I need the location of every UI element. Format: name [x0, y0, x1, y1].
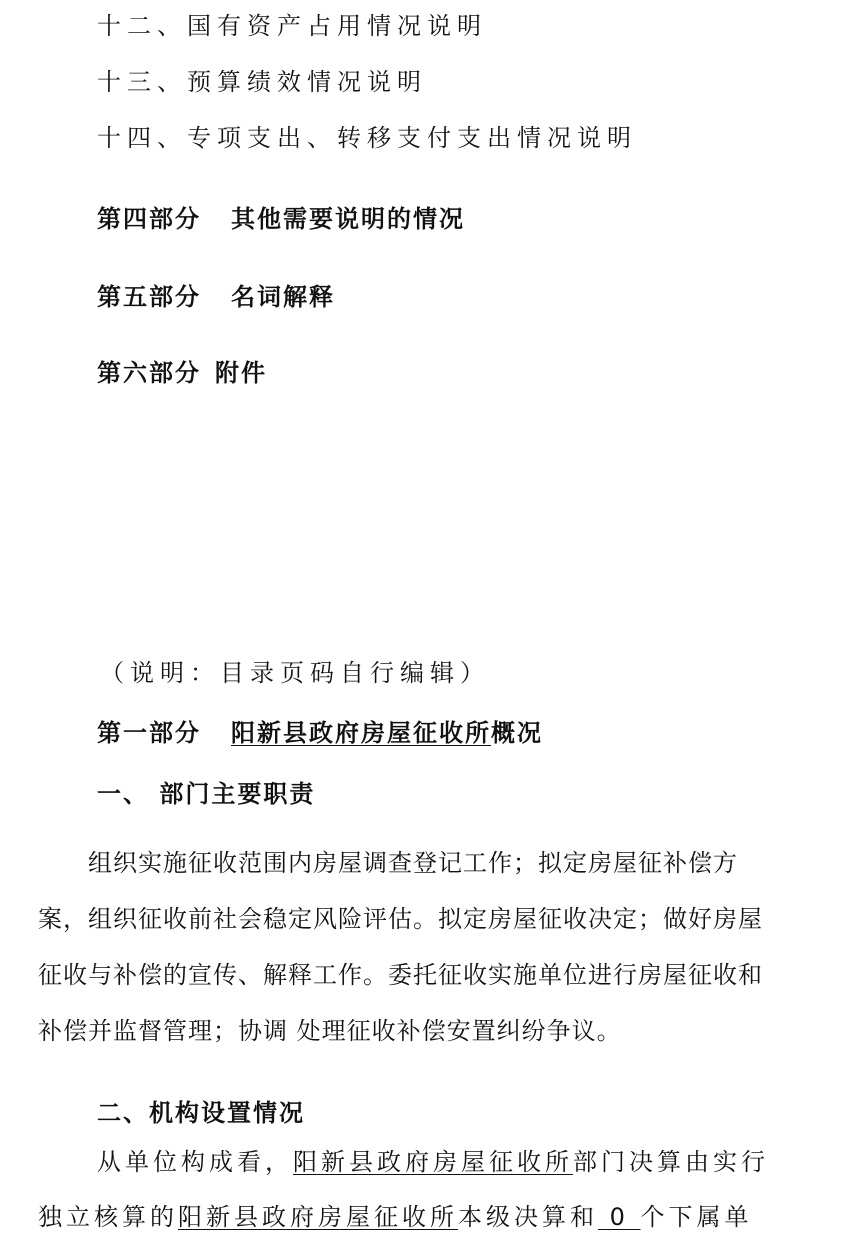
toc-part-label: 第四部分 [97, 205, 201, 233]
toc-part-title: 名词解释 [231, 283, 335, 311]
line-prefix: 独立核算的 [38, 1203, 178, 1231]
toc-part-title: 其他需要说明的情况 [231, 205, 465, 233]
toc-part-5 [97, 277, 335, 312]
line-prefix: 从单位构成看， [97, 1148, 293, 1176]
unit-name: 阳新县政府房屋征收所 [178, 1203, 458, 1231]
unit-name: 阳新县政府房屋征收所 [231, 719, 491, 747]
unit-name: 阳新县政府房屋征收所 [293, 1148, 573, 1176]
section-one-line-4: 补偿并监督管理；协调 处理征收补偿安置纠纷争议。 [38, 1017, 622, 1045]
section-one-line-1: 组织实施征收范围内房屋调查登记工作；拟定房屋征补偿方 [88, 849, 738, 877]
part-one-label: 第一部分 [97, 719, 201, 747]
part-one-heading [97, 713, 543, 748]
toc-part-label: 第五部分 [97, 283, 201, 311]
line-suffix: 个下属单 [640, 1203, 753, 1231]
toc-item-12: 十二、国有资产占用情况说明 [97, 12, 487, 40]
section-one-line-2: 案，组织征收前社会稳定风险评估。拟定房屋征收决定；做好房屋 [38, 905, 763, 933]
toc-part-label: 第六部分 [97, 359, 201, 387]
toc-part-6 [97, 353, 267, 388]
part-one-suffix: 概况 [491, 719, 543, 747]
line-middle: 本级决算和 [458, 1203, 598, 1231]
section-two-line-2 [38, 1197, 753, 1232]
section-two-line-1 [97, 1142, 769, 1177]
subunit-count: 0 [598, 1203, 641, 1231]
toc-item-13: 十三、预算绩效情况说明 [97, 68, 427, 96]
toc-part-4 [97, 199, 465, 234]
toc-item-14: 十四、专项支出、转移支付支出情况说明 [97, 124, 637, 152]
toc-note: （说明：目录页码自行编辑） [100, 659, 490, 687]
toc-part-title: 附件 [215, 359, 267, 387]
line-suffix: 部门决算由实行 [573, 1148, 769, 1176]
section-one-line-3: 征收与补偿的宣传、解释工作。委托征收实施单位进行房屋征收和 [38, 961, 763, 989]
section-two-title: 二、机构设置情况 [97, 1099, 305, 1127]
section-one-title: 一、 部门主要职责 [97, 780, 316, 808]
